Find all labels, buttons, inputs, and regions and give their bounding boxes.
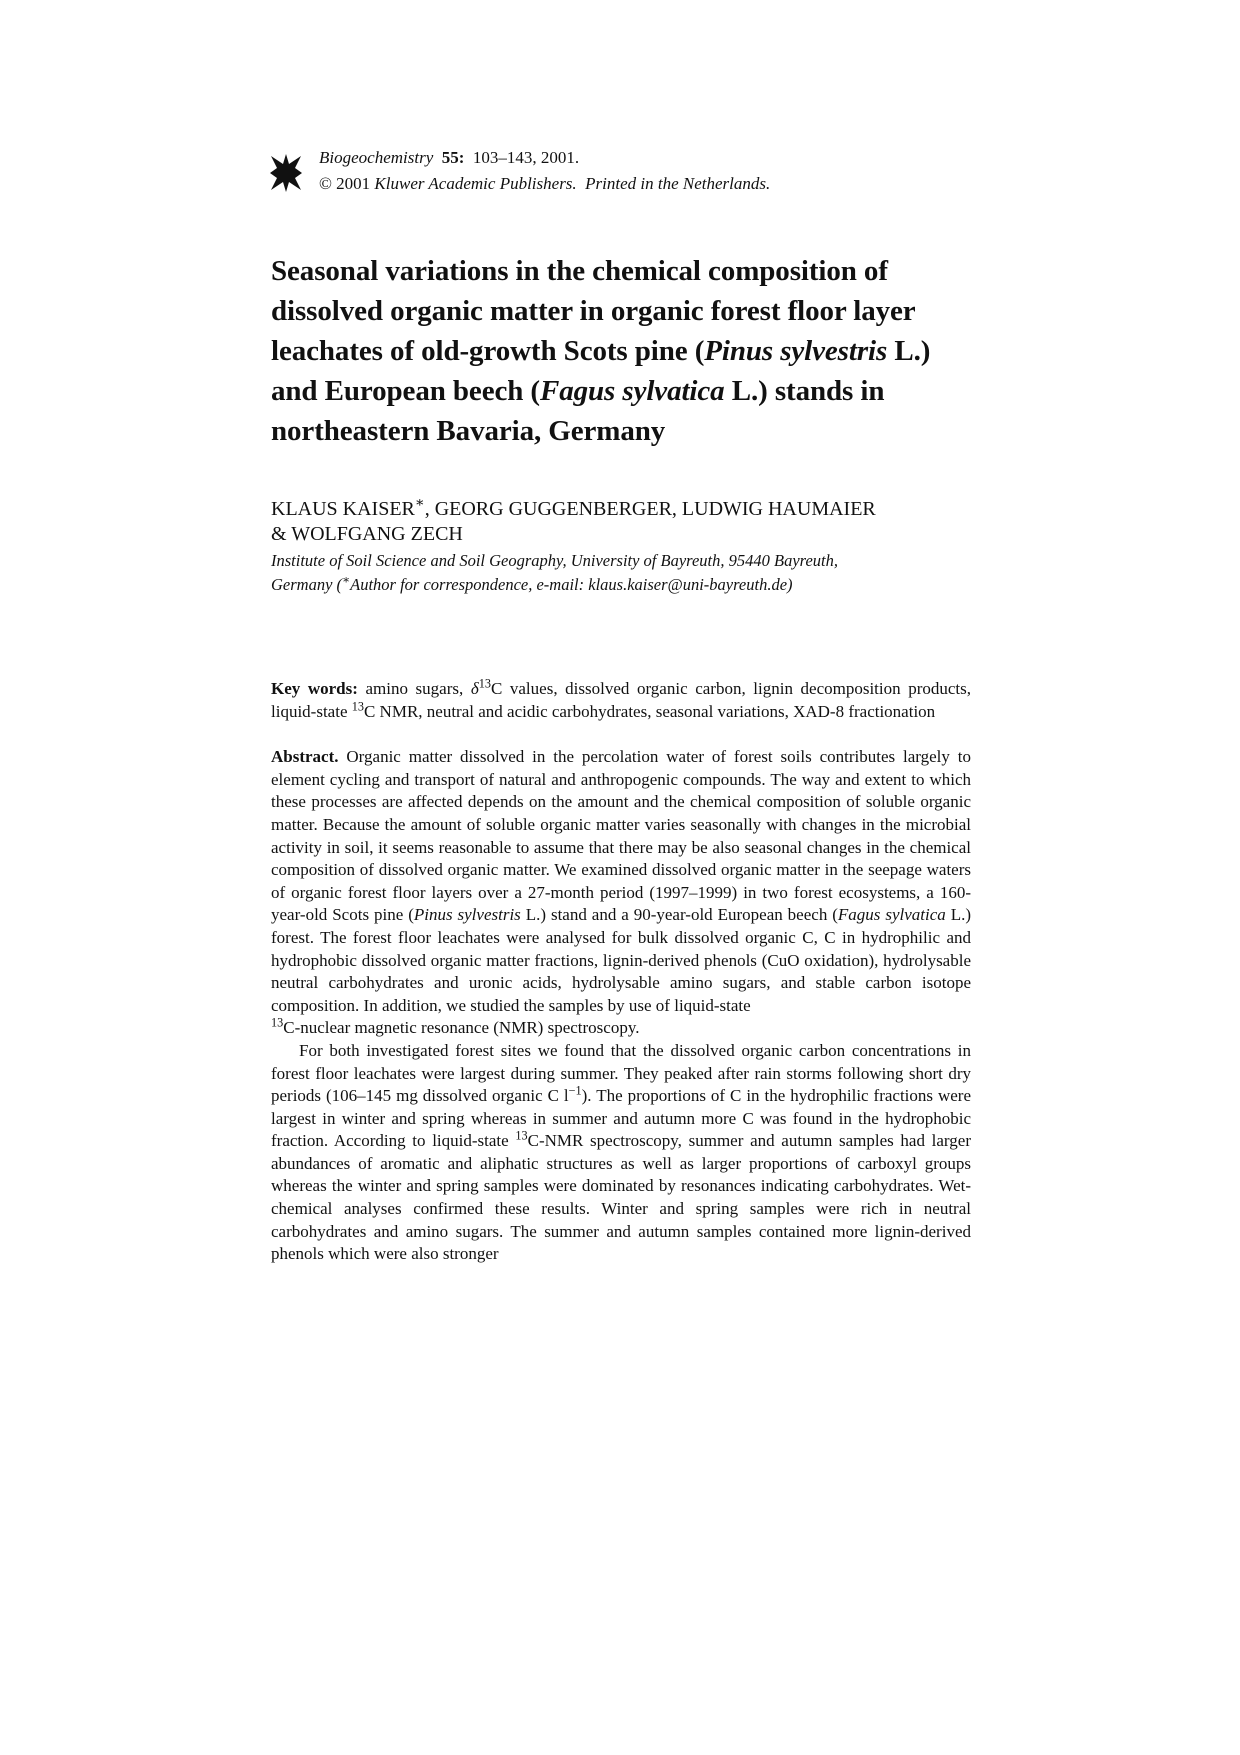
journal-line-2 bbox=[319, 171, 770, 197]
keywords-label: Key words: bbox=[271, 679, 358, 698]
abstract-p1-sup: 13 bbox=[271, 1015, 284, 1030]
author-line-2: & WOLFGANG ZECH bbox=[271, 523, 463, 545]
abstract-p2-text-c: C-NMR spectroscopy, summer and autumn samples had larger abundances of aromatic and aliphatic structures as well as larger proportions of carboxyl groups whereas the winter and spring samples were dominated by resonances indicating carbohydrates. Wet-chemical analyses confirmed these results. Winter and spring samples were rich in neutral carbohydrates and amino sugars. The summer and autumn samples contained more lignin-derived phenols which were also stronger bbox=[271, 1131, 971, 1264]
publisher-name: Kluwer Academic Publishers. bbox=[374, 174, 577, 193]
abstract-p2-sup-2: 13 bbox=[515, 1128, 528, 1143]
author-line-1 bbox=[271, 497, 971, 522]
title-species-2: Fagus sylvatica bbox=[539, 375, 725, 407]
author-list bbox=[271, 497, 971, 547]
title-species-1: Pinus sylvestris bbox=[704, 335, 888, 367]
keywords-text-2: C values, dissolved organic carbon, lignin decomposition products, liquid-state bbox=[271, 679, 971, 721]
paper-title bbox=[271, 251, 971, 451]
keywords-sup-1: 13 bbox=[478, 676, 491, 691]
title-text-3: L.) stands in northeastern Bavaria, Germany bbox=[271, 375, 885, 447]
correspondence-email: Author for correspondence, e-mail: klaus.kaiser@uni-bayreuth.de) bbox=[350, 575, 793, 594]
abstract-p1-text-c: L.) forest. The forest floor leachates were analysed for bulk dissolved organic C, C in hydrophilic and hydrophobic dissolved organic matter fractions, lignin-derived phenols (CuO oxidation), hydrolysable neutral carbohydrates and uronic acids, hydrolysable amino sugars, and stable carbon isotope composition. In addition, we studied the samples by use of liquid-state bbox=[271, 905, 971, 1015]
affiliation-line-2 bbox=[271, 573, 971, 597]
abstract-paragraph-2 bbox=[271, 1040, 971, 1266]
journal-citation bbox=[319, 145, 770, 197]
abstract-species-1: Pinus sylvestris bbox=[413, 905, 521, 925]
delta-symbol: δ bbox=[470, 679, 479, 698]
paper-page bbox=[271, 142, 971, 1266]
abstract bbox=[271, 746, 971, 1266]
affiliation-star: ∗ bbox=[342, 572, 351, 587]
abstract-p1-text-d: C-nuclear magnetic resonance (NMR) spectroscopy. bbox=[283, 1018, 640, 1038]
abstract-p1-text-a: Organic matter dissolved in the percolation water of forest soils contributes largely to element cycling and transport of natural and anthropogenic compounds. The way and extent to which these processes are affected depends on the amount and the chemical composition of soluble organic matter. Because the amount of soluble organic matter varies seasonally with changes in the microbial activity in soil, it seems reasonable to assume that there may be also seasonal changes in the chemical composition of dissolved organic matter. We examined dissolved organic matter in the seepage waters of organic forest floor layers over a 27-month period (1997–1999) in two forest ecosystems, a 160-year-old Scots pine ( bbox=[271, 747, 971, 925]
abstract-p2-text-a: For both investigated forest sites we found that the dissolved organic carbon concentrations in forest floor leachates were largest during summer. They peaked after rain storms following short dry periods (106–145 mg dissolved organic C l bbox=[271, 1040, 971, 1106]
affiliation bbox=[271, 549, 971, 597]
affiliation-line-1: Institute of Soil Science and Soil Geography, University of Bayreuth, 95440 Bayreuth, bbox=[271, 551, 839, 570]
printed-note: Printed in the Netherlands. bbox=[585, 174, 771, 193]
abstract-p2-text-b: ). The proportions of C in the hydrophilic fractions were largest in winter and spring whereas in summer and autumn more C was found in the hydrophobic fraction. According to liquid-state bbox=[271, 1086, 971, 1151]
author-1: KLAUS KAISER bbox=[271, 498, 415, 520]
keywords bbox=[271, 678, 971, 723]
copyright: © 2001 bbox=[319, 174, 371, 193]
journal-volume: 55: bbox=[441, 148, 465, 167]
journal-pages-year: 103–143, 2001. bbox=[472, 148, 580, 167]
corresponding-mark: ∗ bbox=[414, 495, 425, 512]
abstract-paragraph-1 bbox=[271, 746, 971, 1040]
abstract-label: Abstract. bbox=[271, 747, 339, 767]
journal-line-1 bbox=[319, 145, 770, 171]
journal-header bbox=[271, 142, 971, 202]
author-2-3: , GEORG GUGGENBERGER, LUDWIG HAUMAIER bbox=[424, 498, 876, 520]
title-text-1: Seasonal variations in the chemical composition of dissolved organic matter in organic forest floor layer leachates of old-growth Scots pine ( bbox=[271, 255, 916, 367]
abstract-p1-text-b: L.) stand and a 90-year-old European beech ( bbox=[520, 905, 838, 925]
abstract-species-2: Fagus sylvatica bbox=[837, 905, 946, 925]
abstract-p2-sup-1: −1 bbox=[568, 1083, 582, 1098]
keywords-text-3: C NMR, neutral and acidic carbohydrates, seasonal variations, XAD-8 fractionation bbox=[363, 701, 936, 721]
affiliation-country: Germany ( bbox=[271, 575, 343, 594]
publisher-logo-icon bbox=[269, 152, 303, 194]
keywords-sup-2: 13 bbox=[351, 698, 364, 713]
title-text-2: L.) and European beech ( bbox=[271, 335, 931, 407]
keywords-text-1: amino sugars, bbox=[357, 679, 471, 698]
journal-name: Biogeochemistry bbox=[319, 148, 434, 167]
